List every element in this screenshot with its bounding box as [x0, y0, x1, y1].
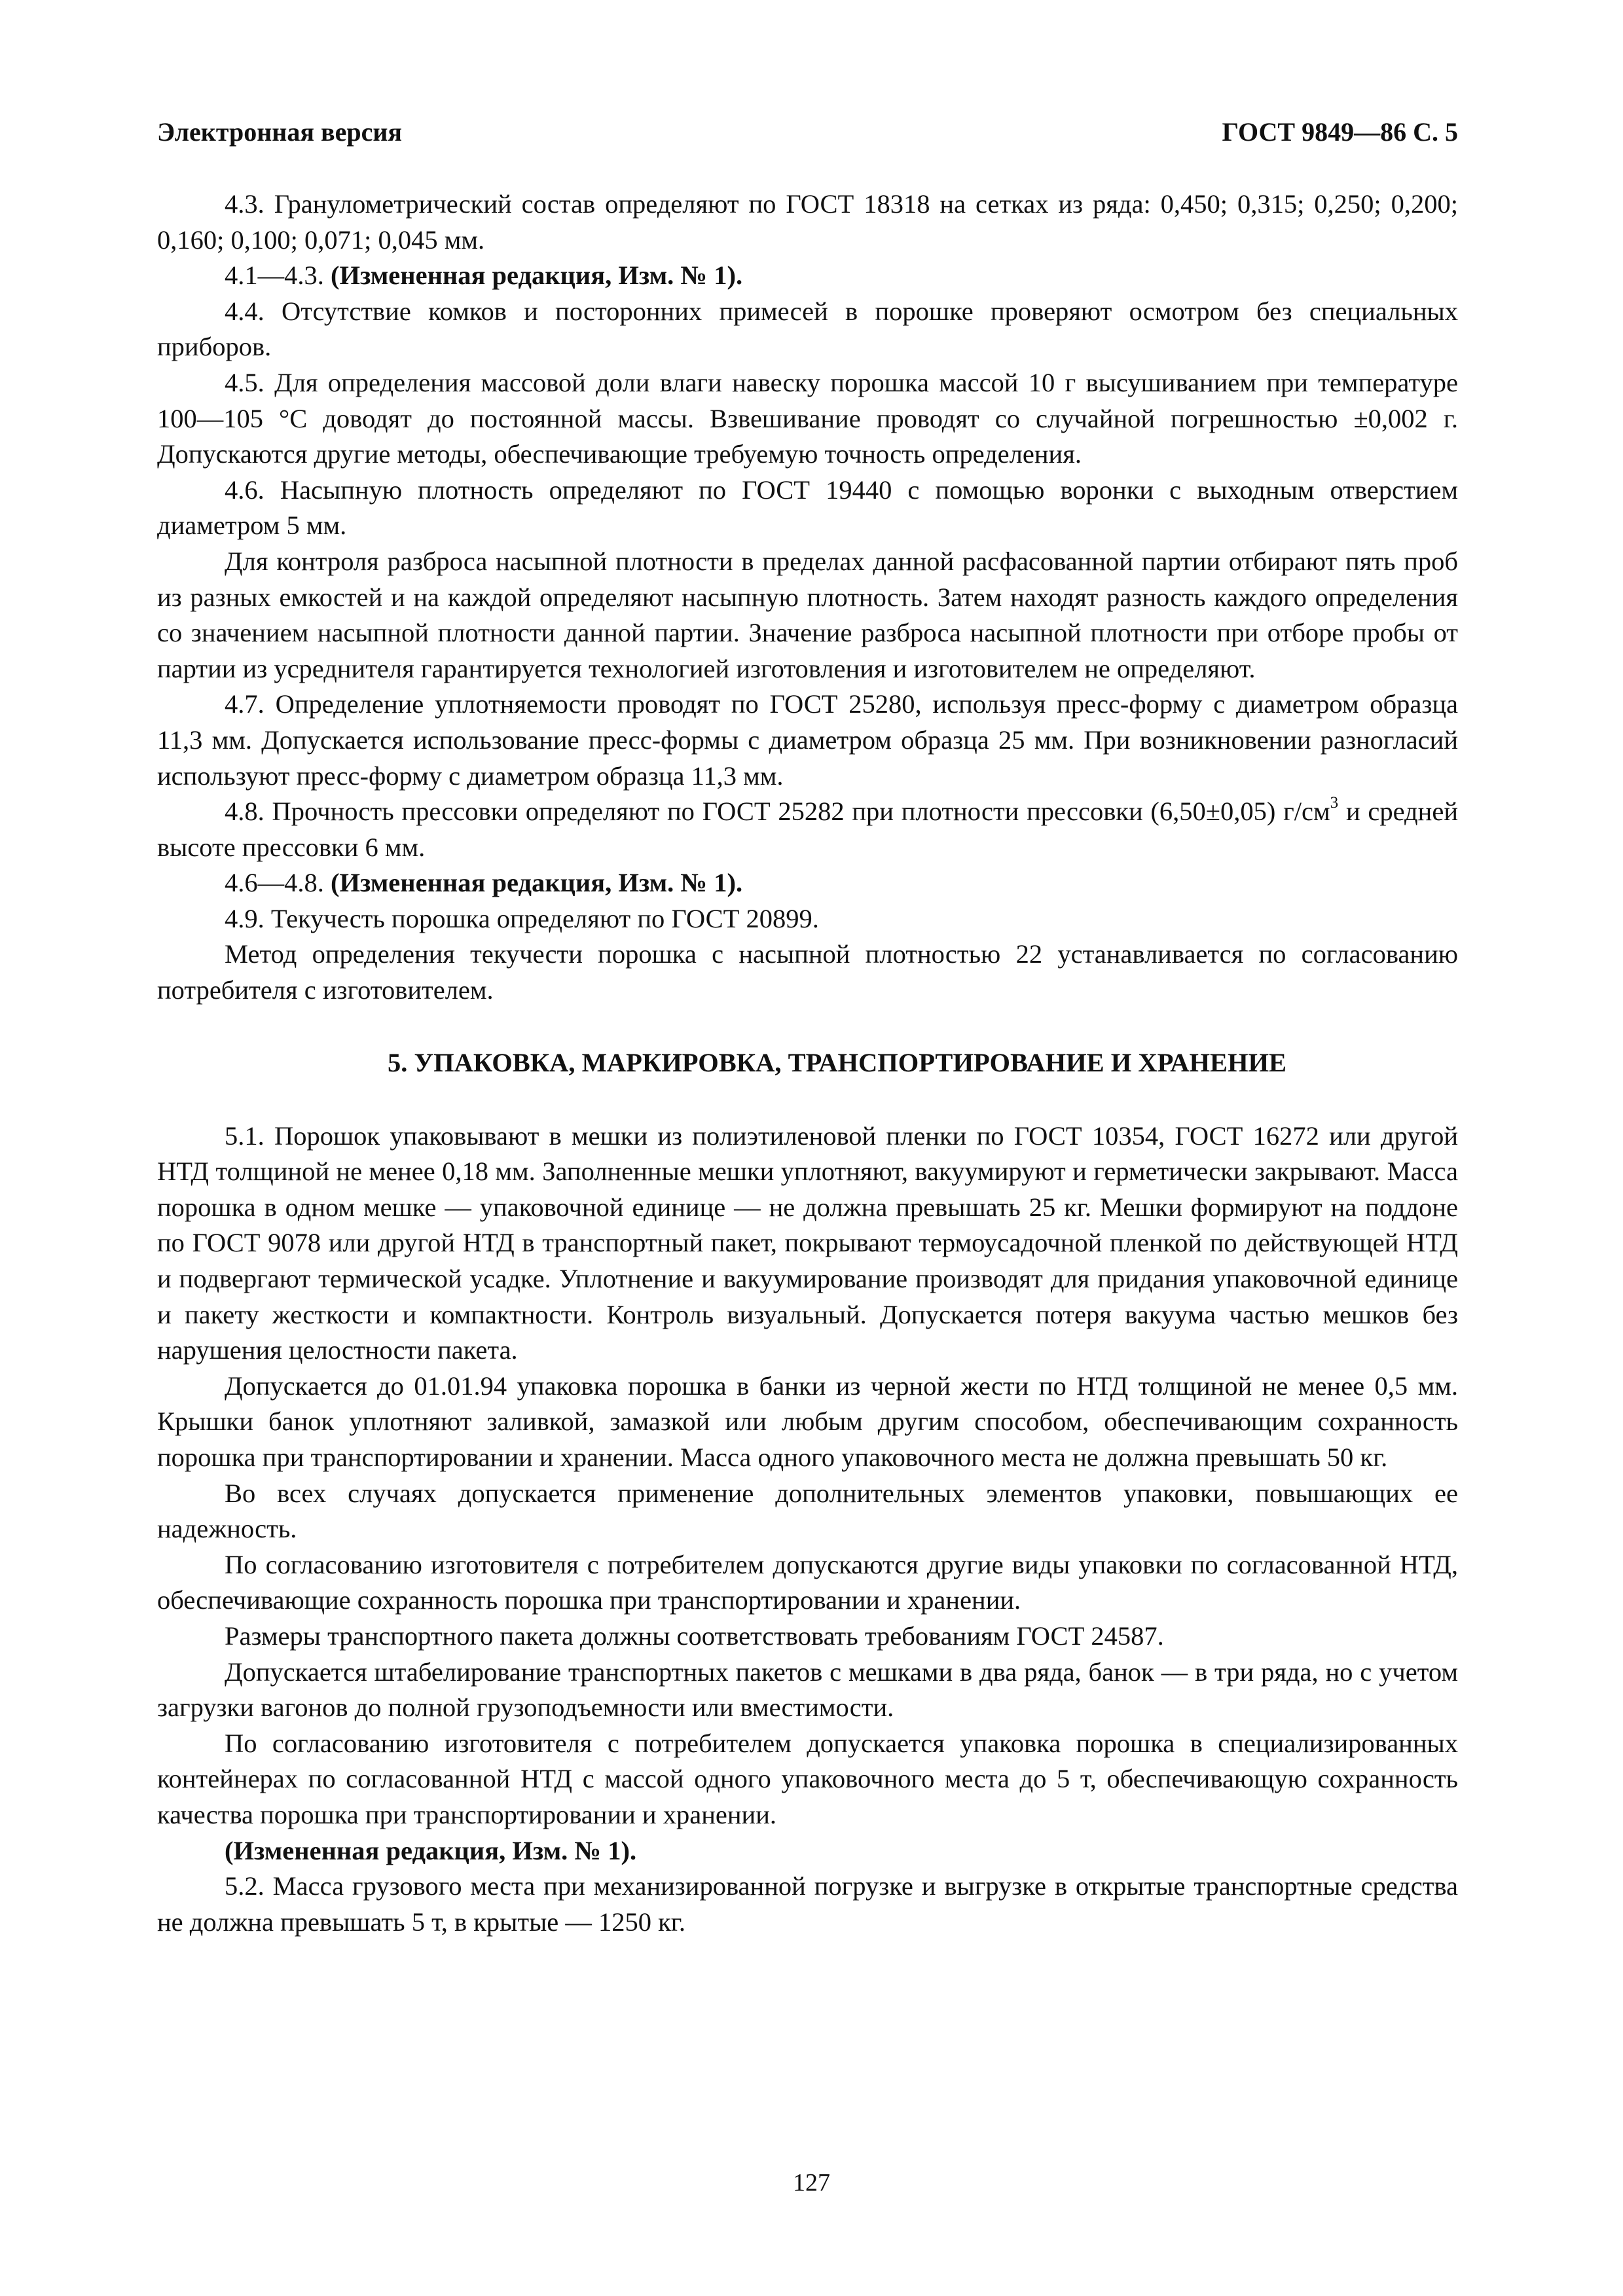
paragraph-4-8-text: 4.8. Прочность прессовки определяют по ГОСТ 25282 при плотности прессовки (6,50±0,05) г/см [225, 797, 1330, 827]
paragraph-4-9: 4.9. Текучесть порошка определяют по ГОСТ 20899. [225, 903, 819, 933]
paragraph-4-8 [157, 794, 1458, 865]
section-spacer [157, 1009, 1458, 1045]
paragraph-5-1-additional-elements: Во всех случаях допускается применение дополнительных элементов упаковки, повышающих ее надежность. [157, 1478, 1458, 1544]
amendment-note-4-1-4-3 [157, 258, 1458, 294]
running-header-left: Электронная версия [157, 117, 403, 147]
unit-superscript: 3 [1330, 794, 1339, 812]
running-header-right: ГОСТ 9849—86 С. 5 [1222, 117, 1458, 147]
amendment-text: (Измененная редакция, Изм. № 1). [225, 1835, 637, 1865]
section-5-heading: 5. УПАКОВКА, МАРКИРОВКА, ТРАНСПОРТИРОВАНИЕ И ХРАНЕНИЕ [387, 1047, 1287, 1077]
paragraph-4-6-continued: Для контроля разброса насыпной плотности в пределах данной расфасованной партии отбирают пять проб из разных емкостей и на каждой определяют насыпную плотность. Затем находят разность каждого определения со значением насыпной плотности данной партии. Значение разброса насыпной плотности при отборе пробы от партии из усреднителя гарантируется технологией изготовления и изготовителем не определяют. [157, 546, 1458, 683]
amendment-range: 4.6—4.8. [225, 868, 331, 898]
paragraph-5-1: 5.1. Порошок упаковывают в мешки из полиэтиленовой пленки по ГОСТ 10354, ГОСТ 16272 или другой НТД толщиной не менее 0,18 мм. Заполненные мешки уплотняют, вакуумируют и герметически закрывают. Масса порошка в одном мешке — упаковочной единице — не должна превышать 25 кг. Мешки формируют на поддоне по ГОСТ 9078 или другой НТД в транспортный пакет, покрывают термоусадочной пленкой по действующей НТД и подвергают термической усадке. Уплотнение и вакуумирование производят для придания упаковочной единице и пакету жесткости и компактности. Контроль визуальный. Допускается потеря вакуума частью мешков без нарушения целостности пакета. [157, 1121, 1458, 1365]
body-text [157, 187, 1458, 1940]
amendment-text: (Измененная редакция, Изм. № 1). [331, 868, 743, 898]
paragraph-4-4: 4.4. Отсутствие комков и посторонних примесей в порошке проверяют осмотром без специальных приборов. [157, 296, 1458, 362]
paragraph-4-8-text-end: и средней высоте прессовки 6 мм. [157, 797, 1458, 862]
paragraph-4-5: 4.5. Для определения массовой доли влаги навеску порошка массой 10 г высушиванием при температуре 100—105 °С доводят до постоянной массы. Взвешивание проводят со случайной погрешностью ±0,002 г. Допускаются другие методы, обеспечивающие требуемую точность определения. [157, 367, 1458, 469]
paragraph-4-6: 4.6. Насыпную плотность определяют по ГОСТ 19440 с помощью воронки с выходным отверстием диаметром 5 мм. [157, 475, 1458, 541]
page-number: 127 [793, 2169, 830, 2197]
paragraph-5-1-containers: По согласованию изготовителя с потребителем допускается упаковка порошка в специализированных контейнерах по согласованной НТД с массой одного упаковочного места до 5 т, обеспечивающую сохранность качества порошка при транспортировании и хранении. [157, 1728, 1458, 1829]
amendment-note-5-1 [157, 1833, 1458, 1869]
paragraph-5-2: 5.2. Масса грузового места при механизированной погрузке и выгрузке в открытые транспортные средства не должна превышать 5 т, в крытые — 1250 кг. [157, 1871, 1458, 1937]
amendment-text: (Измененная редакция, Изм. № 1). [331, 260, 743, 291]
paragraph-5-1-cans: Допускается до 01.01.94 упаковка порошка в банки из черной жести по НТД толщиной не менее 0,5 мм. Крышки банок уплотняют заливкой, замазкой или любым другим способом, обеспечивающим сохранность порошка при транспортировании и хранении. Масса одного упаковочного места не должна превышать 50 кг. [157, 1371, 1458, 1472]
paragraph-4-9-continued: Метод определения текучести порошка с насыпной плотностью 22 устанавливается по согласованию потребителя с изготовителем. [157, 939, 1458, 1005]
section-spacer [157, 1081, 1458, 1119]
paragraph-5-1-stacking: Допускается штабелирование транспортных пакетов с мешками в два ряда, банок — в три ряда, но с учетом загрузки вагонов до полной грузоподъемности или вместимости. [157, 1657, 1458, 1723]
paragraph-4-7: 4.7. Определение уплотняемости проводят по ГОСТ 25280, используя пресс-форму с диаметром образца 11,3 мм. Допускается использование пресс-формы с диаметром образца 25 мм. При возникновении разногласий используют пресс-форму с диаметром образца 11,3 мм. [157, 689, 1458, 791]
paragraph-5-1-package-size: Размеры транспортного пакета должны соответствовать требованиям ГОСТ 24587. [225, 1621, 1164, 1651]
amendment-note-4-6-4-8 [157, 865, 1458, 901]
paragraph-4-3: 4.3. Гранулометрический состав определяют по ГОСТ 18318 на сетках из ряда: 0,450; 0,315; 0,250; 0,200; 0,160; 0,100; 0,071; 0,045 мм. [157, 189, 1458, 255]
paragraph-5-1-other-packaging: По согласованию изготовителя с потребителем допускаются другие виды упаковки по согласованной НТД, обеспечивающие сохранность порошка при транспортировании и хранении. [157, 1549, 1458, 1615]
amendment-range: 4.1—4.3. [225, 260, 331, 291]
